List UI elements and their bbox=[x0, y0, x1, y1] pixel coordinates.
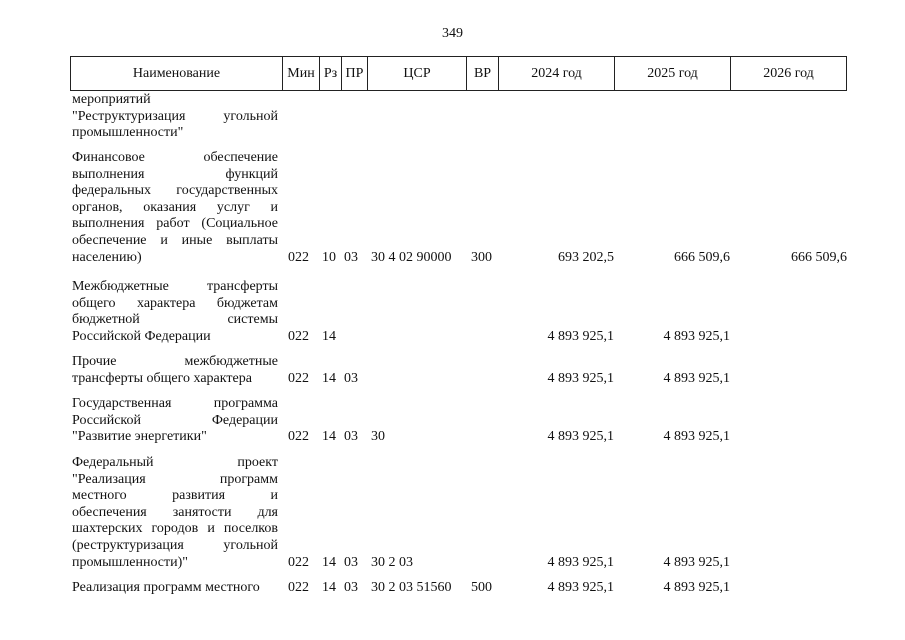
cell-pr: 03 bbox=[344, 249, 358, 265]
cell-pr: 03 bbox=[344, 580, 358, 595]
cell-csr: 30 4 02 90000 bbox=[371, 249, 452, 265]
header-2024: 2024 год bbox=[499, 57, 615, 91]
row-name bbox=[72, 150, 278, 266]
cell-y2025: 666 509,6 bbox=[674, 249, 730, 265]
row-name-line: населению) bbox=[72, 249, 142, 265]
row-name-line: обеспечения занятости для bbox=[72, 504, 278, 520]
row-name-line: федеральных государственных bbox=[72, 183, 278, 199]
cell-min: 022 bbox=[288, 370, 309, 386]
row-name-line: промышленности)" bbox=[72, 554, 189, 570]
row-name-line: (реструктуризация угольной bbox=[72, 537, 278, 553]
cell-y2024: 4 893 925,1 bbox=[547, 580, 614, 595]
row-name-line: Реализация программ местного bbox=[72, 580, 260, 595]
table-row bbox=[0, 580, 905, 597]
cell-y2025: 4 893 925,1 bbox=[663, 554, 730, 570]
cell-csr: 30 2 03 bbox=[371, 554, 413, 570]
cell-rz: 14 bbox=[322, 580, 336, 595]
table-row bbox=[0, 455, 905, 571]
cell-min: 022 bbox=[288, 580, 309, 595]
cell-y2025: 4 893 925,1 bbox=[663, 429, 730, 445]
row-name bbox=[72, 580, 278, 597]
row-name-line: выполнения функций bbox=[72, 166, 278, 182]
cell-pr: 03 bbox=[344, 429, 358, 445]
row-name-line: Прочие межбюджетные bbox=[72, 354, 278, 369]
row-name-line: выполнения работ (Социальное bbox=[72, 216, 278, 232]
row-name-line: Финансовое обеспечение bbox=[72, 150, 278, 165]
header-2025: 2025 год bbox=[615, 57, 731, 91]
cell-min: 022 bbox=[288, 554, 309, 570]
header-2026: 2026 год bbox=[731, 57, 847, 91]
row-name-line: мероприятий bbox=[72, 92, 151, 107]
cell-rz: 14 bbox=[322, 429, 336, 445]
cell-pr: 03 bbox=[344, 554, 358, 570]
row-name-line: Российской Федерации bbox=[72, 328, 211, 344]
table-row bbox=[0, 396, 905, 446]
row-name-line: Федеральный проект bbox=[72, 455, 278, 470]
row-name-line: местного развития и bbox=[72, 488, 278, 504]
row-name-line: бюджетной системы bbox=[72, 312, 278, 328]
header-min: Мин bbox=[283, 57, 320, 91]
table-row bbox=[0, 92, 905, 142]
cell-y2025: 4 893 925,1 bbox=[663, 328, 730, 344]
header-name: Наименование bbox=[71, 57, 283, 91]
header-pr: ПР bbox=[342, 57, 368, 91]
row-name bbox=[72, 92, 278, 142]
row-name-line: обеспечение и иные выплаты bbox=[72, 232, 278, 248]
cell-min: 022 bbox=[288, 429, 309, 445]
cell-y2026: 666 509,6 bbox=[791, 249, 847, 265]
cell-y2025: 4 893 925,1 bbox=[663, 370, 730, 386]
row-name-line: шахтерских городов и поселков bbox=[72, 521, 278, 537]
header-vr: ВР bbox=[467, 57, 499, 91]
row-name-line: трансферты общего характера bbox=[72, 370, 252, 386]
cell-y2025: 4 893 925,1 bbox=[663, 580, 730, 595]
cell-y2024: 4 893 925,1 bbox=[547, 328, 614, 344]
row-name bbox=[72, 396, 278, 446]
cell-csr: 30 2 03 51560 bbox=[371, 580, 452, 595]
table-header bbox=[70, 56, 847, 91]
row-name bbox=[72, 279, 278, 345]
cell-pr: 03 bbox=[344, 370, 358, 386]
cell-rz: 14 bbox=[322, 554, 336, 570]
table-row bbox=[0, 354, 905, 387]
table-row bbox=[0, 279, 905, 345]
cell-y2024: 693 202,5 bbox=[558, 249, 614, 265]
row-name-line: "Развитие энергетики" bbox=[72, 429, 207, 445]
row-name-line: "Реструктуризация угольной bbox=[72, 108, 278, 124]
page-number: 349 bbox=[442, 26, 463, 41]
row-name-line: промышленности" bbox=[72, 125, 184, 141]
cell-rz: 10 bbox=[322, 249, 336, 265]
row-name-line: общего характера бюджетам bbox=[72, 295, 278, 311]
cell-rz: 14 bbox=[322, 328, 336, 344]
cell-vr: 500 bbox=[471, 580, 492, 595]
cell-y2024: 4 893 925,1 bbox=[547, 554, 614, 570]
row-name-line: Государственная программа bbox=[72, 396, 278, 411]
cell-min: 022 bbox=[288, 328, 309, 344]
cell-y2024: 4 893 925,1 bbox=[547, 429, 614, 445]
row-name bbox=[72, 354, 278, 387]
header-rz: Рз bbox=[320, 57, 342, 91]
row-name-line: "Реализация программ bbox=[72, 471, 278, 487]
table-row bbox=[0, 150, 905, 266]
row-name-line: органов, оказания услуг и bbox=[72, 199, 278, 215]
row-name-line: Межбюджетные трансферты bbox=[72, 279, 278, 294]
row-name-line: Российской Федерации bbox=[72, 412, 278, 428]
row-name bbox=[72, 455, 278, 571]
cell-vr: 300 bbox=[471, 249, 492, 265]
cell-csr: 30 bbox=[371, 429, 385, 445]
cell-min: 022 bbox=[288, 249, 309, 265]
header-csr: ЦСР bbox=[368, 57, 467, 91]
cell-y2024: 4 893 925,1 bbox=[547, 370, 614, 386]
cell-rz: 14 bbox=[322, 370, 336, 386]
